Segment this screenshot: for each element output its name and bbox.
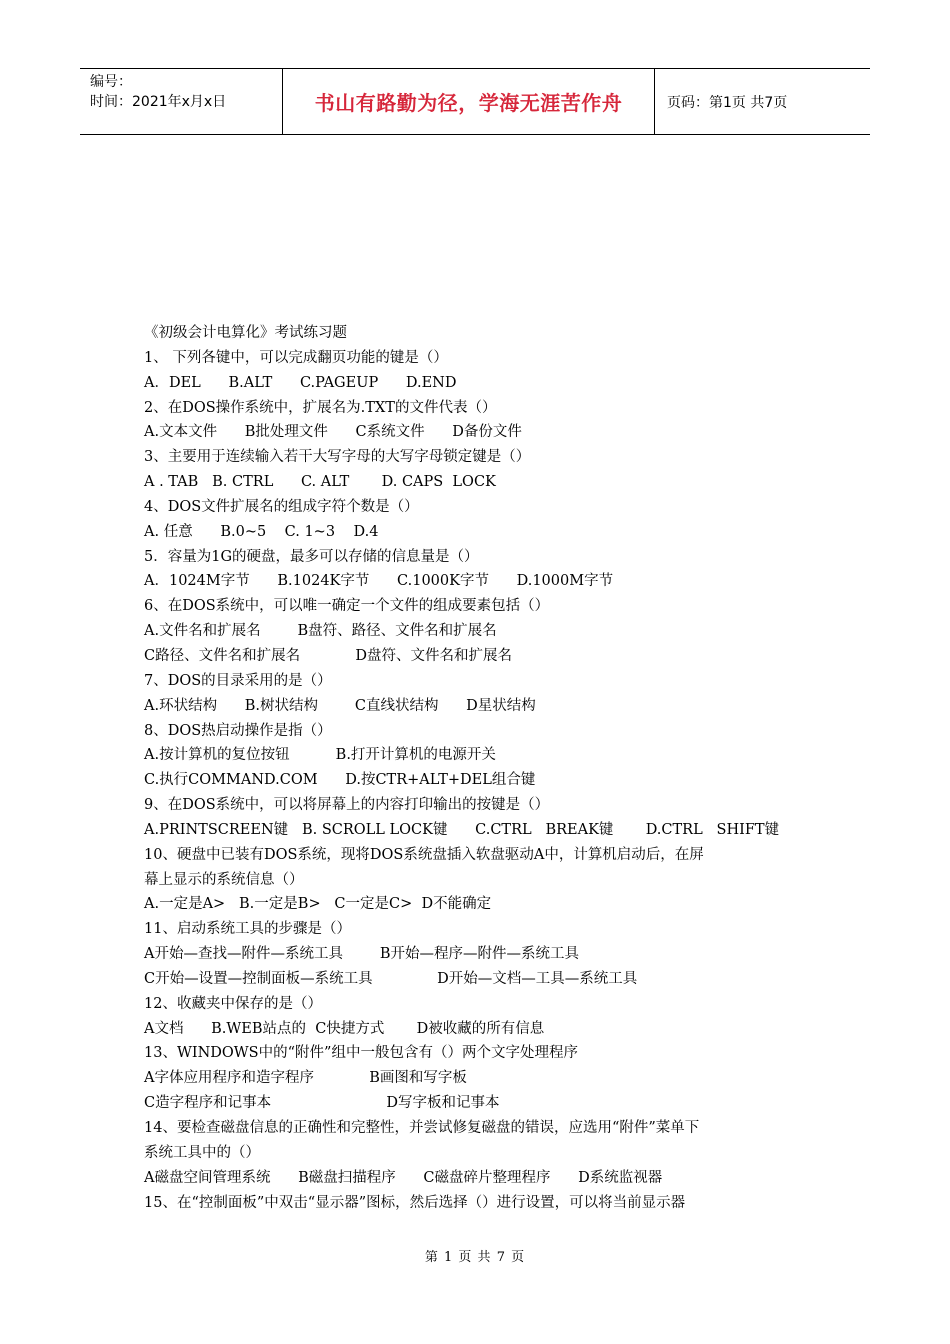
exam-line: 11、启动系统工具的步骤是（） [144, 921, 351, 938]
exam-line: 13、WINDOWS中的“附件”组中一般包含有（）两个文字处理程序 [144, 1045, 578, 1062]
exam-line: 6、在DOS系统中，可以唯一确定一个文件的组成要素包括（） [144, 598, 550, 615]
exam-line: 系统工具中的（） [144, 1144, 260, 1161]
exam-line: A开始—查找—附件—系统工具 B开始—程序—附件—系统工具 [144, 946, 579, 963]
header-page-cell [655, 69, 870, 134]
exam-line: 15、在“控制面板”中双击“显示器”图标，然后选择（）进行设置，可以将当前显示器 [144, 1194, 686, 1211]
exam-line: 8、DOS热启动操作是指（） [144, 722, 332, 739]
exam-line: 4、DOS文件扩展名的组成字符个数是（） [144, 498, 419, 515]
exam-line: A文档 B.WEB站点的 C快捷方式 D被收藏的所有信息 [144, 1020, 545, 1037]
exam-line: A.环状结构 B.树状结构 C直线状结构 D星状结构 [144, 697, 536, 714]
exam-line: A.文本文件 B批处理文件 C系统文件 D备份文件 [144, 424, 522, 441]
exam-line: 5．容量为1G的硬盘，最多可以存储的信息量是（） [144, 548, 479, 565]
number-label: 编号： [90, 74, 132, 90]
exam-line: 3、主要用于连续输入若干大写字母的大写字母锁定键是（） [144, 449, 531, 466]
exam-line: A . TAB B. CTRL C. ALT D. CAPS LOCK [144, 474, 496, 491]
footer-page-number: 第 1 页 共 7 页 [424, 1250, 526, 1265]
page-header [80, 68, 870, 135]
exam-line: 1、 下列各键中，可以完成翻页功能的键是（） [144, 349, 448, 366]
exam-line: C.执行COMMAND.COM D.按CTR+ALT+DEL组合键 [144, 772, 536, 789]
exam-line: C路径、文件名和扩展名 D盘符、文件名和扩展名 [144, 647, 513, 664]
exam-line: A磁盘空间管理系统 B磁盘扫描程序 C磁盘碎片整理程序 D系统监视器 [144, 1169, 663, 1186]
exam-line: 14、要检查磁盘信息的正确性和完整性，并尝试修复磁盘的错误，应选用“附件”菜单下 [144, 1120, 700, 1136]
header-motto-cell [283, 69, 655, 134]
exam-content [144, 321, 820, 1215]
exam-line: 幕上显示的系统信息（） [144, 871, 304, 888]
exam-line: A.按计算机的复位按钮 B.打开计算机的电源开关 [144, 747, 496, 764]
exam-line: A．DEL B.ALT C.PAGEUP D.END [144, 374, 457, 391]
exam-line: 9、在DOS系统中，可以将屏幕上的内容打印输出的按键是（） [144, 797, 550, 814]
exam-line: A.一定是A> B.一定是B> C一定是C> D不能确定 [144, 896, 492, 913]
page-footer [0, 1246, 950, 1265]
exam-line: 10、硬盘中已装有DOS系统，现将DOS系统盘插入软盘驱动A中，计算机启动后，在屏 [144, 846, 704, 863]
motto-text: 书山有路勤为径，学海无涯苦作舟 [314, 91, 623, 115]
header-info-cell [80, 69, 283, 134]
exam-line: C造字程序和记事本 D写字板和记事本 [144, 1095, 500, 1112]
exam-line: 12、收藏夹中保存的是（） [144, 995, 322, 1012]
exam-line: C开始—设置—控制面板—系统工具 D开始—文档—工具—系统工具 [144, 970, 638, 987]
exam-line: A.文件名和扩展名 B盘符、路径、文件名和扩展名 [144, 623, 497, 640]
exam-line: A.PRINTSCREEN键 B. SCROLL LOCK键 C.CTRL BREAK键 D.CTRL SHIFT键 [144, 821, 780, 838]
exam-line: 2、在DOS操作系统中，扩展名为.TXT的文件代表（） [144, 399, 497, 416]
page-code: 页码：第1页 共7页 [667, 94, 788, 111]
exam-line: 7、DOS的目录采用的是（） [144, 672, 332, 689]
exam-title: 《初级会计电算化》考试练习题 [144, 325, 347, 341]
exam-line: A．1024M字节 B.1024K字节 C.1000K字节 D.1000M字节 [144, 573, 614, 590]
exam-line: A. 任意 B.0~5 C. 1~3 D.4 [144, 523, 379, 540]
time-label: 时间：2021年x月x日 [90, 94, 227, 110]
exam-line: A字体应用程序和造字程序 B画图和写字板 [144, 1070, 467, 1087]
